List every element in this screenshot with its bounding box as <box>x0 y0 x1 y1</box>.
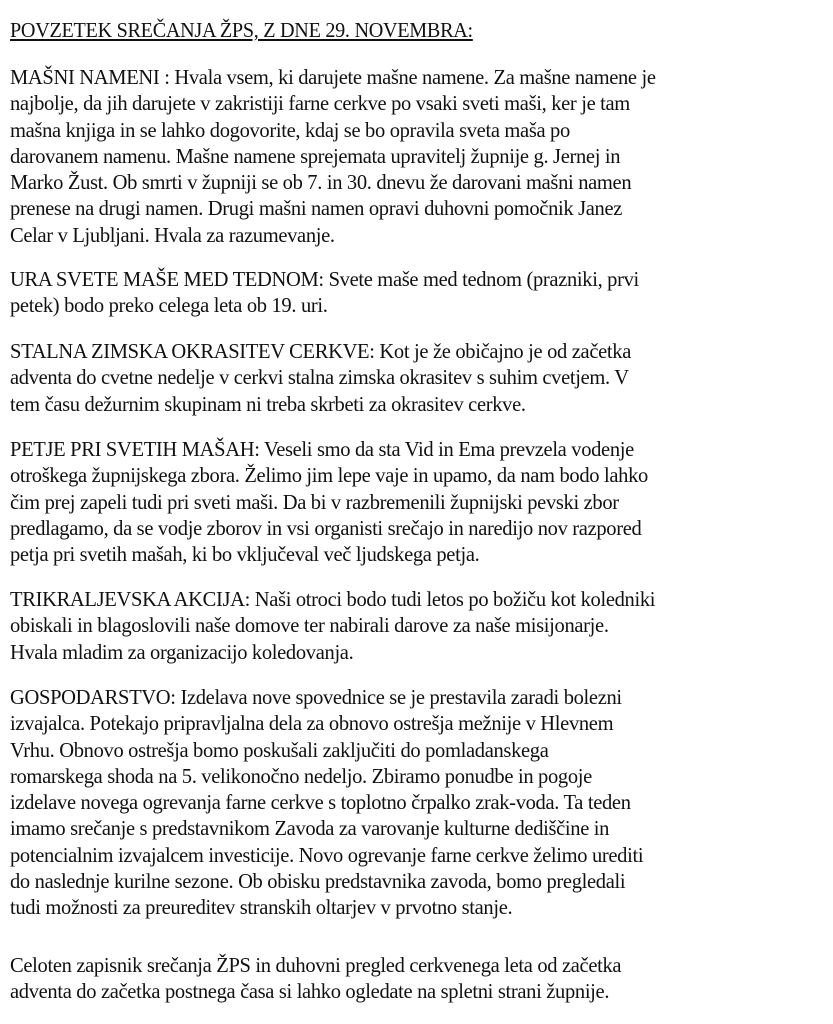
text-line: URA SVETE MAŠE MED TEDNOM: Svete maše med tednom (prazniki, prvi <box>10 267 639 291</box>
text-line: izvajalca. Potekajo pripravljalna dela za obnovo ostrešja mežnije v Hlevnem <box>10 711 614 736</box>
text-line: romarskega shoda na 5. velikonočno nedeljo. Zbiramo ponudbe in pogoje <box>10 763 592 788</box>
section-closing-note <box>10 952 621 1005</box>
text-line: predlagamo, da se vodje zborov in vsi organisti srečajo in naredijo nov razpored <box>10 515 642 540</box>
text-line: petja pri svetih mašah, ki bo vključeval več ljudskega petja. <box>10 542 480 567</box>
section-zimska-okrasitev <box>10 338 631 417</box>
text-line: Celar v Ljubljani. Hvala za razumevanje. <box>10 222 335 247</box>
section-gospodarstvo <box>10 684 643 921</box>
section-ura-svete-mase <box>10 266 639 319</box>
text-line: adventa do cvetne nedelje v cerkvi stalna zimska okrasitev s suhim cvetjem. V <box>10 365 629 390</box>
text-line: izdelave novega ogrevanja farne cerkve s toplotno črpalko zrak-voda. Ta teden <box>10 790 631 815</box>
text-line: prenese na drugi namen. Drugi mašni namen opravi duhovni pomočnik Janez <box>10 196 623 221</box>
section-masni-nameni <box>10 64 656 248</box>
document-title: POVZETEK SREČANJA ŽPS, Z DNE 29. NOVEMBRA: <box>10 18 473 42</box>
text-line: TRIKRALJEVSKA AKCIJA: Naši otroci bodo tudi letos po božiču kot koledniki <box>10 587 656 611</box>
text-line: Vrhu. Obnovo ostrešja bomo poskušali zaključiti do pomladanskega <box>10 737 549 762</box>
text-line: imamo srečanje s predstavnikom Zavoda za varovanje kulturne dediščine in <box>10 816 610 841</box>
text-line: Hvala mladim za organizacijo koledovanja. <box>10 639 354 664</box>
text-line: adventa do začetka postnega časa si lahko ogledate na spletni strani župnije. <box>10 979 610 1004</box>
section-petje-pri-masah <box>10 436 648 567</box>
text-line: najbolje, da jih darujete v zakristiji farne cerkve po vsaki sveti maši, ker je tam <box>10 91 630 116</box>
text-line: Celoten zapisnik srečanja ŽPS in duhovni pregled cerkvenega leta od začetka <box>10 953 622 977</box>
section-trikraljevska-akcija <box>10 586 655 665</box>
text-line: čim prej zapeli tudi pri sveti maši. Da bi v razbremenili župnijski pevski zbor <box>10 489 619 514</box>
text-line: potencialnim izvajalcem investicije. Novo ogrevanje farne cerkve želimo urediti <box>10 842 644 867</box>
text-line: otroškega župnijskega zbora. Želimo jim lepe vaje in upamo, da nam bodo lahko <box>10 463 648 488</box>
text-line: tudi možnosti za preureditev stranskih oltarjev v prvotno stanje. <box>10 895 513 920</box>
text-line: Marko Žust. Ob smrti v župniji se ob 7. in 30. dnevu že darovani mašni namen <box>10 170 632 195</box>
text-line: do naslednje kurilne sezone. Ob obisku predstavnika zavoda, bomo pregledali <box>10 869 626 894</box>
text-line: MAŠNI NAMENI : Hvala vsem, ki darujete mašne namene. Za mašne namene je <box>10 65 656 89</box>
text-line: darovanem namenu. Mašne namene sprejemata upravitelj župnije g. Jernej in <box>10 143 621 168</box>
text-line: GOSPODARSTVO: Izdelava nove spovednice se je prestavila zaradi bolezni <box>10 685 622 709</box>
text-line: STALNA ZIMSKA OKRASITEV CERKVE: Kot je že običajno je od začetka <box>10 339 631 363</box>
text-line: mašna knjiga in se lahko dogovorite, kdaj se bo opravila sveta maša po <box>10 117 570 142</box>
text-line: petek) bodo preko celega leta ob 19. uri. <box>10 293 328 318</box>
text-line: PETJE PRI SVETIH MAŠAH: Veseli smo da sta Vid in Ema prevzela vodenje <box>10 437 634 461</box>
text-line: tem času dežurnim skupinam ni treba skrbeti za okrasitev cerkve. <box>10 391 526 416</box>
text-line: obiskali in blagoslovili naše domove ter nabirali darove za naše misijonarje. <box>10 613 609 638</box>
